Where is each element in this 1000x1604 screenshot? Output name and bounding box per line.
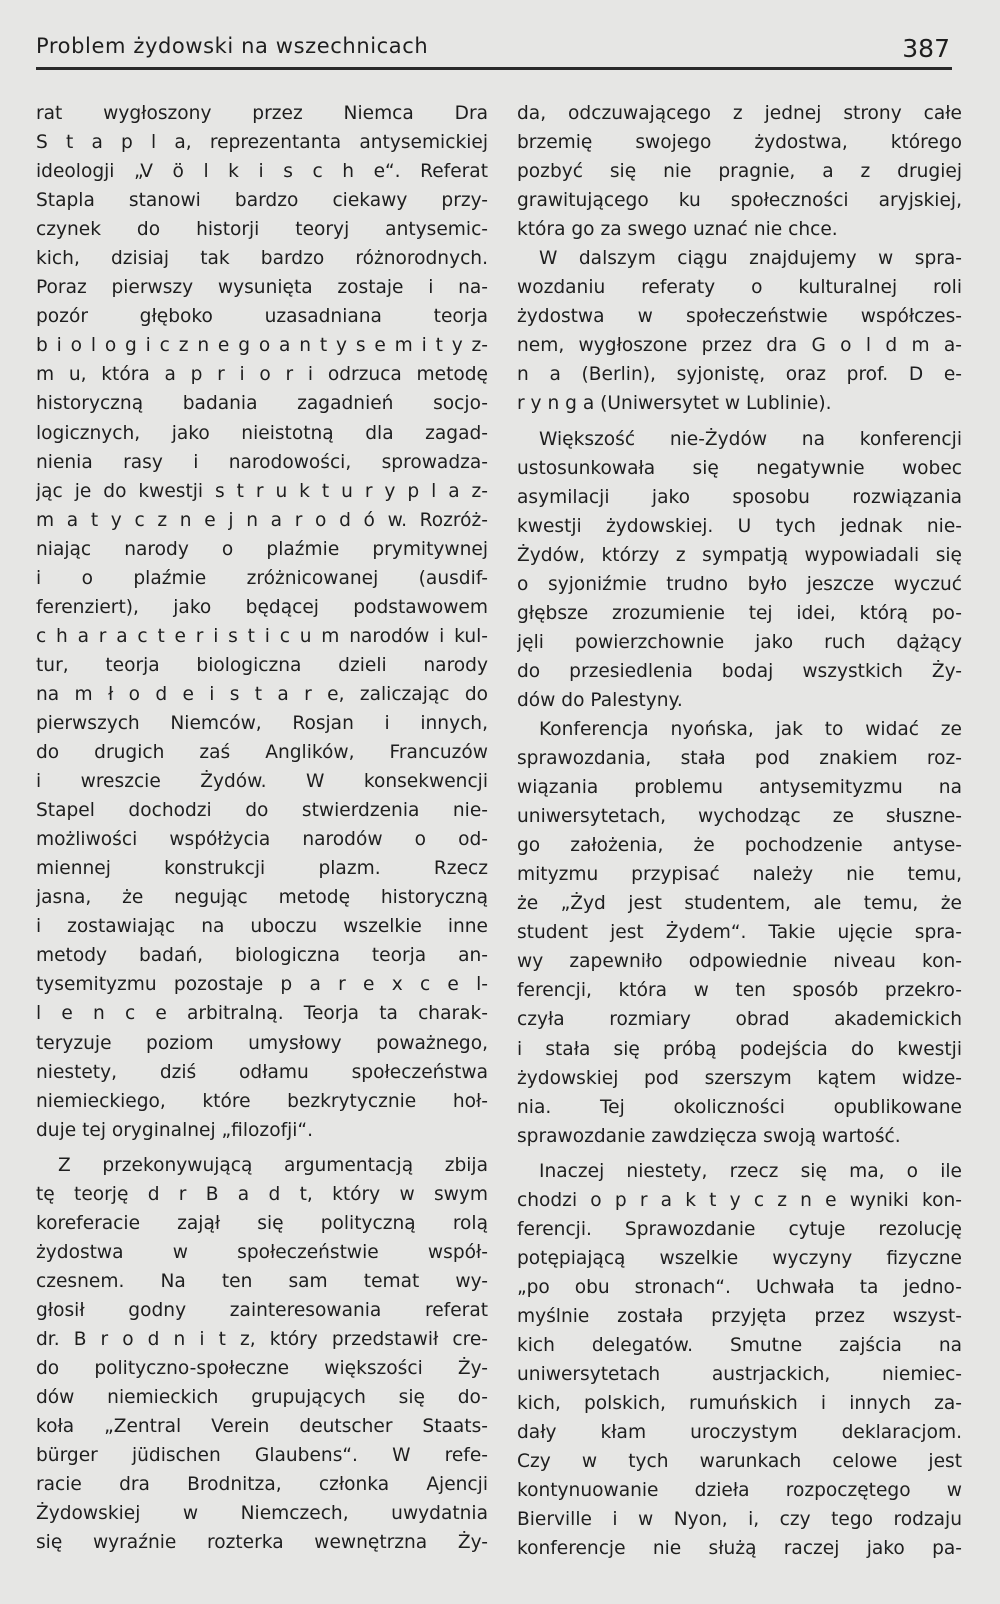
text-line: i zostawiając na uboczu wszelkie inne xyxy=(36,916,488,938)
text-line: r y n g a (Uniwersytet w Lublinie). xyxy=(517,393,832,415)
text-line: metody badań, biologiczna teorja an- xyxy=(36,945,488,967)
text-line: dr. B r o d n i t z, który przedstawił cre- xyxy=(36,1328,488,1350)
paragraph xyxy=(517,244,962,418)
paragraph xyxy=(36,99,488,1145)
text-line: Stapla stanowi bardzo ciekawy przy- xyxy=(36,190,488,212)
text-line: wy zapewniło odpowiednie niveau kon- xyxy=(517,951,962,973)
paragraph xyxy=(517,715,962,1151)
text-line: chodzi o p r a k t y c z n e wyniki kon- xyxy=(517,1189,962,1211)
text-line: pozbyć się nie pragnie, a z drugiej xyxy=(517,161,962,183)
text-line: czynek do historji teoryj antysemic- xyxy=(36,219,488,241)
text-line: da, odczuwającego z jednej strony całe xyxy=(517,103,962,124)
page-number: 387 xyxy=(902,34,950,63)
text-line: brzemię swojego żydostwa, którego xyxy=(517,132,962,154)
text-line: do polityczno-społeczne większości Ży- xyxy=(36,1358,488,1380)
text-line: i stała się próbą podejścia do kwestji xyxy=(517,1038,962,1060)
text-line: kwestji żydowskiej. U tych jednak nie- xyxy=(517,515,962,537)
text-line: W dalszym ciągu znajdujemy w spra- xyxy=(539,248,962,270)
text-line: b i o l o g i c z n e g o a n t y s e m i t y z- xyxy=(36,335,488,357)
text-line: kich, dzisiaj tak bardzo różnorodnych. xyxy=(36,248,488,270)
text-line: i wreszcie Żydów. W konsekwencji xyxy=(36,771,488,793)
text-line: żydostwa w społeczeństwie współ- xyxy=(36,1241,488,1263)
text-line: go założenia, że pochodzenie antyse- xyxy=(517,835,962,857)
text-line: o syjoniźmie trudno było jeszcze wyczuć xyxy=(517,573,962,595)
text-line: nem, wygłoszone przez dra G o l d m a- xyxy=(517,335,962,357)
running-header-title: Problem żydowski na wszechnicach xyxy=(36,34,429,58)
text-line: ferencji. Sprawozdanie cytuje rezolucję xyxy=(517,1218,962,1240)
text-line: Bierville i w Nyon, i, czy tego rodzaju xyxy=(517,1509,962,1531)
text-line: sprawozdanie zawdzięcza swoją wartość. xyxy=(517,1125,901,1147)
text-line: jęli powierzchownie jako ruch dążący xyxy=(517,631,962,653)
text-line: tysemityzmu pozostaje p a r e x c e l- xyxy=(36,974,488,996)
text-line: grawitującego ku społeczności aryjskiej, xyxy=(517,190,962,212)
text-line: myślnie została przyjęta przez wszyst- xyxy=(517,1305,962,1327)
text-line: pierwszych Niemców, Rosjan i innych, xyxy=(36,712,488,734)
text-line: się wyraźnie rozterka wewnętrzna Ży- xyxy=(36,1532,488,1554)
text-line: jasna, że negując metodę historyczną xyxy=(36,887,488,909)
left-column xyxy=(36,99,488,1563)
text-line: tur, teorja biologiczna dzieli narody xyxy=(36,654,488,676)
text-line: rat wygłoszony przez Niemca Dra xyxy=(36,103,488,124)
text-line: kich, polskich, rumuńskich i innych za- xyxy=(517,1393,962,1415)
text-line: na m ł o d e i s t a r e, zaliczając do xyxy=(36,683,488,705)
text-line: student jest Żydem“. Takie ujęcie spra- xyxy=(517,922,962,944)
text-line: Większość nie-Żydów na konferencji xyxy=(539,428,962,450)
text-line: uniwersytetach, wychodząc ze słuszne- xyxy=(517,806,962,828)
text-line: m a t y c z n e j n a r o d ó w. Rozróż- xyxy=(36,509,488,531)
text-line: S t a p l a, reprezentanta antysemickiej xyxy=(36,132,488,154)
text-line: m u, która a p r i o r i odrzuca metodę xyxy=(36,364,488,386)
text-line: konferencje nie służą raczej jako pa- xyxy=(517,1538,962,1560)
header-rule xyxy=(36,67,952,70)
text-line: ustosunkowała się negatywnie wobec xyxy=(517,457,962,479)
text-line: nia. Tej okoliczności opublikowane xyxy=(517,1096,962,1118)
text-line: uniwersytetach austrjackich, niemiec- xyxy=(517,1364,962,1386)
text-line: ideologji „V ö l k i s c h e“. Referat xyxy=(36,161,488,183)
text-line: Poraz pierwszy wysunięta zostaje i na- xyxy=(36,277,488,299)
text-line: kontynuowanie dzieła rozpoczętego w xyxy=(517,1480,962,1502)
text-line: która go za swego uznać nie chce. xyxy=(517,219,838,241)
text-line: dów do Palestyny. xyxy=(517,689,683,711)
text-line: czyła rozmiary obrad akademickich xyxy=(517,1009,962,1031)
text-line: mityzmu przypisać należy nie temu, xyxy=(517,864,962,886)
text-line: Konferencja nyońska, jak to widać ze xyxy=(539,718,962,740)
text-line: koła „Zentral Verein deutscher Staats- xyxy=(36,1416,488,1438)
text-line: potępiającą wszelkie wyczyny fizyczne xyxy=(517,1247,962,1269)
text-line: koreferacie zajął się polityczną rolą xyxy=(36,1212,488,1234)
text-line: żydostwa w społeczeństwie współczes- xyxy=(517,306,962,328)
text-line: nienia rasy i narodowości, sprowadza- xyxy=(36,451,488,473)
text-line: teryzuje poziom umysłowy poważnego, xyxy=(36,1032,488,1054)
text-line: duje tej oryginalnej „filozofji“. xyxy=(36,1119,313,1141)
text-line: Czy w tych warunkach celowe jest xyxy=(517,1451,962,1473)
text-line: Żydów, którzy z sympatją wypowiadali się xyxy=(517,544,962,566)
text-line: racie dra Brodnitza, członka Ajencji xyxy=(36,1474,488,1496)
text-line: asymilacji jako sposobu rozwiązania xyxy=(517,486,962,508)
text-line: tę teorję d r B a d t, który w swym xyxy=(36,1183,488,1205)
text-line: niestety, dziś odłamu społeczeństwa xyxy=(36,1061,488,1083)
text-line: głębsze zrozumienie tej idei, którą po- xyxy=(517,602,962,624)
text-line: c h a r a c t e r i s t i c u m narodów i kul- xyxy=(36,625,488,647)
text-line: ferencji, która w ten sposób przekro- xyxy=(517,980,962,1002)
text-line: l e n c e arbitralną. Teorja ta charak- xyxy=(36,1003,488,1025)
text-line: miennej konstrukcji plazm. Rzecz xyxy=(36,858,488,880)
text-line: do drugich zaś Anglików, Francuzów xyxy=(36,742,488,764)
text-line: do przesiedlenia bodaj wszystkich Ży- xyxy=(517,660,962,682)
text-line: Inaczej niestety, rzecz się ma, o ile xyxy=(539,1160,962,1182)
text-line: Stapel dochodzi do stwierdzenia nie- xyxy=(36,800,488,822)
text-line: dały kłam uroczystym deklaracjom. xyxy=(517,1422,962,1444)
text-line: „po obu stronach“. Uchwała ta jedno- xyxy=(517,1276,962,1298)
text-line: czesnem. Na ten sam temat wy- xyxy=(36,1270,488,1292)
right-column xyxy=(517,99,962,1569)
text-line: sprawozdania, stała pod znakiem roz- xyxy=(517,748,962,770)
paragraph xyxy=(517,425,962,715)
text-line: bürger jüdischen Glaubens“. W refe- xyxy=(36,1445,488,1467)
text-line: ferenziert), jako będącej podstawowem xyxy=(36,596,488,618)
text-line: i o plaźmie zróżnicowanej (ausdif- xyxy=(36,567,488,589)
text-line: możliwości współżycia narodów o od- xyxy=(36,829,488,851)
text-line: niemieckiego, które bezkrytycznie hoł- xyxy=(36,1090,488,1112)
text-line: żydowskiej pod szerszym kątem widze- xyxy=(517,1067,962,1089)
paragraph xyxy=(517,99,962,244)
text-line: wiązania problemu antysemityzmu na xyxy=(517,777,962,799)
text-line: historyczną badania zagadnień socjo- xyxy=(36,393,488,415)
text-line: Z przekonywującą argumentacją zbija xyxy=(58,1154,488,1176)
text-line: pozór głęboko uzasadniana teorja xyxy=(36,306,488,328)
text-line: że „Żyd jest studentem, ale temu, że xyxy=(517,893,962,915)
text-line: jąc je do kwestji s t r u k t u r y p l a z- xyxy=(36,480,488,502)
text-line: n a (Berlin), syjonistę, oraz prof. D e- xyxy=(517,364,962,386)
text-line: Żydowskiej w Niemczech, uwydatnia xyxy=(36,1503,488,1525)
paragraph xyxy=(517,1157,962,1564)
paragraph xyxy=(36,1151,488,1558)
text-line: niając narody o plaźmie prymitywnej xyxy=(36,538,488,560)
text-line: dów niemieckich grupujących się do- xyxy=(36,1387,488,1409)
text-line: kich delegatów. Smutne zajścia na xyxy=(517,1334,962,1356)
text-line: głosił godny zainteresowania referat xyxy=(36,1299,488,1321)
text-line: logicznych, jako nieistotną dla zagad- xyxy=(36,422,488,444)
text-line: wozdaniu referaty o kulturalnej roli xyxy=(517,277,962,299)
